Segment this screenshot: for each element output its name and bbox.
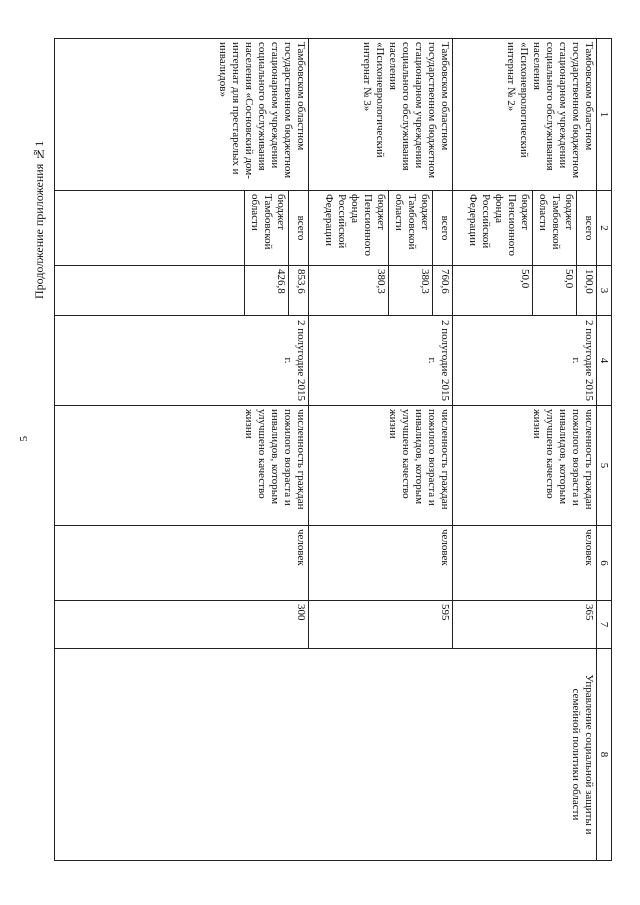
funding-amount: 50,0 — [453, 266, 533, 316]
funding-amount: 380,3 — [309, 266, 389, 316]
header-cell-8: 8 — [597, 649, 612, 861]
unit-cell: человек — [55, 526, 309, 601]
header-cell-4: 4 — [597, 316, 612, 406]
funding-amount: 100,0 — [577, 266, 597, 316]
table-row — [577, 39, 597, 861]
header-cell-3: 3 — [597, 266, 612, 316]
funding-amount: 380,3 — [389, 266, 433, 316]
header-cell-7: 7 — [597, 601, 612, 649]
value-cell: 595 — [309, 601, 453, 649]
page-number: 5 — [18, 436, 30, 442]
header-cell-2: 2 — [597, 191, 612, 266]
rotated-table-container — [54, 38, 612, 860]
unit-cell: человек — [309, 526, 453, 601]
header-row — [597, 39, 612, 861]
funding-source: всего — [577, 191, 597, 266]
funding-source: бюджет Тамбовской области — [389, 191, 433, 266]
header-cell-6: 6 — [597, 526, 612, 601]
indicator-cell: численность граждан пожилого возраста и инвалидов, которым улучшено качество жизни — [55, 406, 309, 526]
value-cell: 300 — [55, 601, 309, 649]
period-cell: 2 полугодие 2015 г. — [453, 316, 597, 406]
funding-source: всего — [289, 191, 309, 266]
funding-source: бюджет Пенсионного фонда Российской Федерации — [309, 191, 389, 266]
indicator-cell: численность граждан пожилого возраста и инвалидов, которым улучшено качество жизни — [453, 406, 597, 526]
appendix-caption: Продолжение приложения №1 — [32, 140, 46, 300]
period-cell: 2 полугодие 2015 г. — [55, 316, 309, 406]
header-cell-1: 1 — [597, 39, 612, 191]
indicator-cell: численность граждан пожилого возраста и инвалидов, которым улучшено качество жизни — [309, 406, 453, 526]
funding-source-empty — [55, 191, 245, 266]
funding-amount: 50,0 — [533, 266, 577, 316]
funding-amount: 760,6 — [433, 266, 453, 316]
institution-cell: Тамбовском областном государственном бюджетном стационарном учреждении социального обслуживания населения «Психоневрологический интернат № 3» — [309, 39, 453, 191]
value-cell: 365 — [453, 601, 597, 649]
institution-cell: Тамбовском областном государственном бюджетном стационарном учреждении социального обслуживания населения «Сосновский дом-интернат для престарелых и инвалидов» — [55, 39, 309, 191]
funding-amount: 853,6 — [289, 266, 309, 316]
funding-source: бюджет Тамбовской области — [245, 191, 289, 266]
institution-cell: Тамбовском областном государственном бюджетном стационарном учреждении социального обслуживания населения «Психоневрологический интернат № 2» — [453, 39, 597, 191]
program-table — [54, 38, 612, 861]
unit-cell: человек — [453, 526, 597, 601]
executor-cell: Управление социальной защиты и семейной политики области — [55, 649, 597, 861]
funding-amount: 426,8 — [245, 266, 289, 316]
header-cell-5: 5 — [597, 406, 612, 526]
funding-source: бюджет Тамбовской области — [533, 191, 577, 266]
period-cell: 2 полугодие 2015 г. — [309, 316, 453, 406]
funding-amount-empty — [55, 266, 245, 316]
funding-source: всего — [433, 191, 453, 266]
funding-source: бюджет Пенсионного фонда Российской Федерации — [453, 191, 533, 266]
